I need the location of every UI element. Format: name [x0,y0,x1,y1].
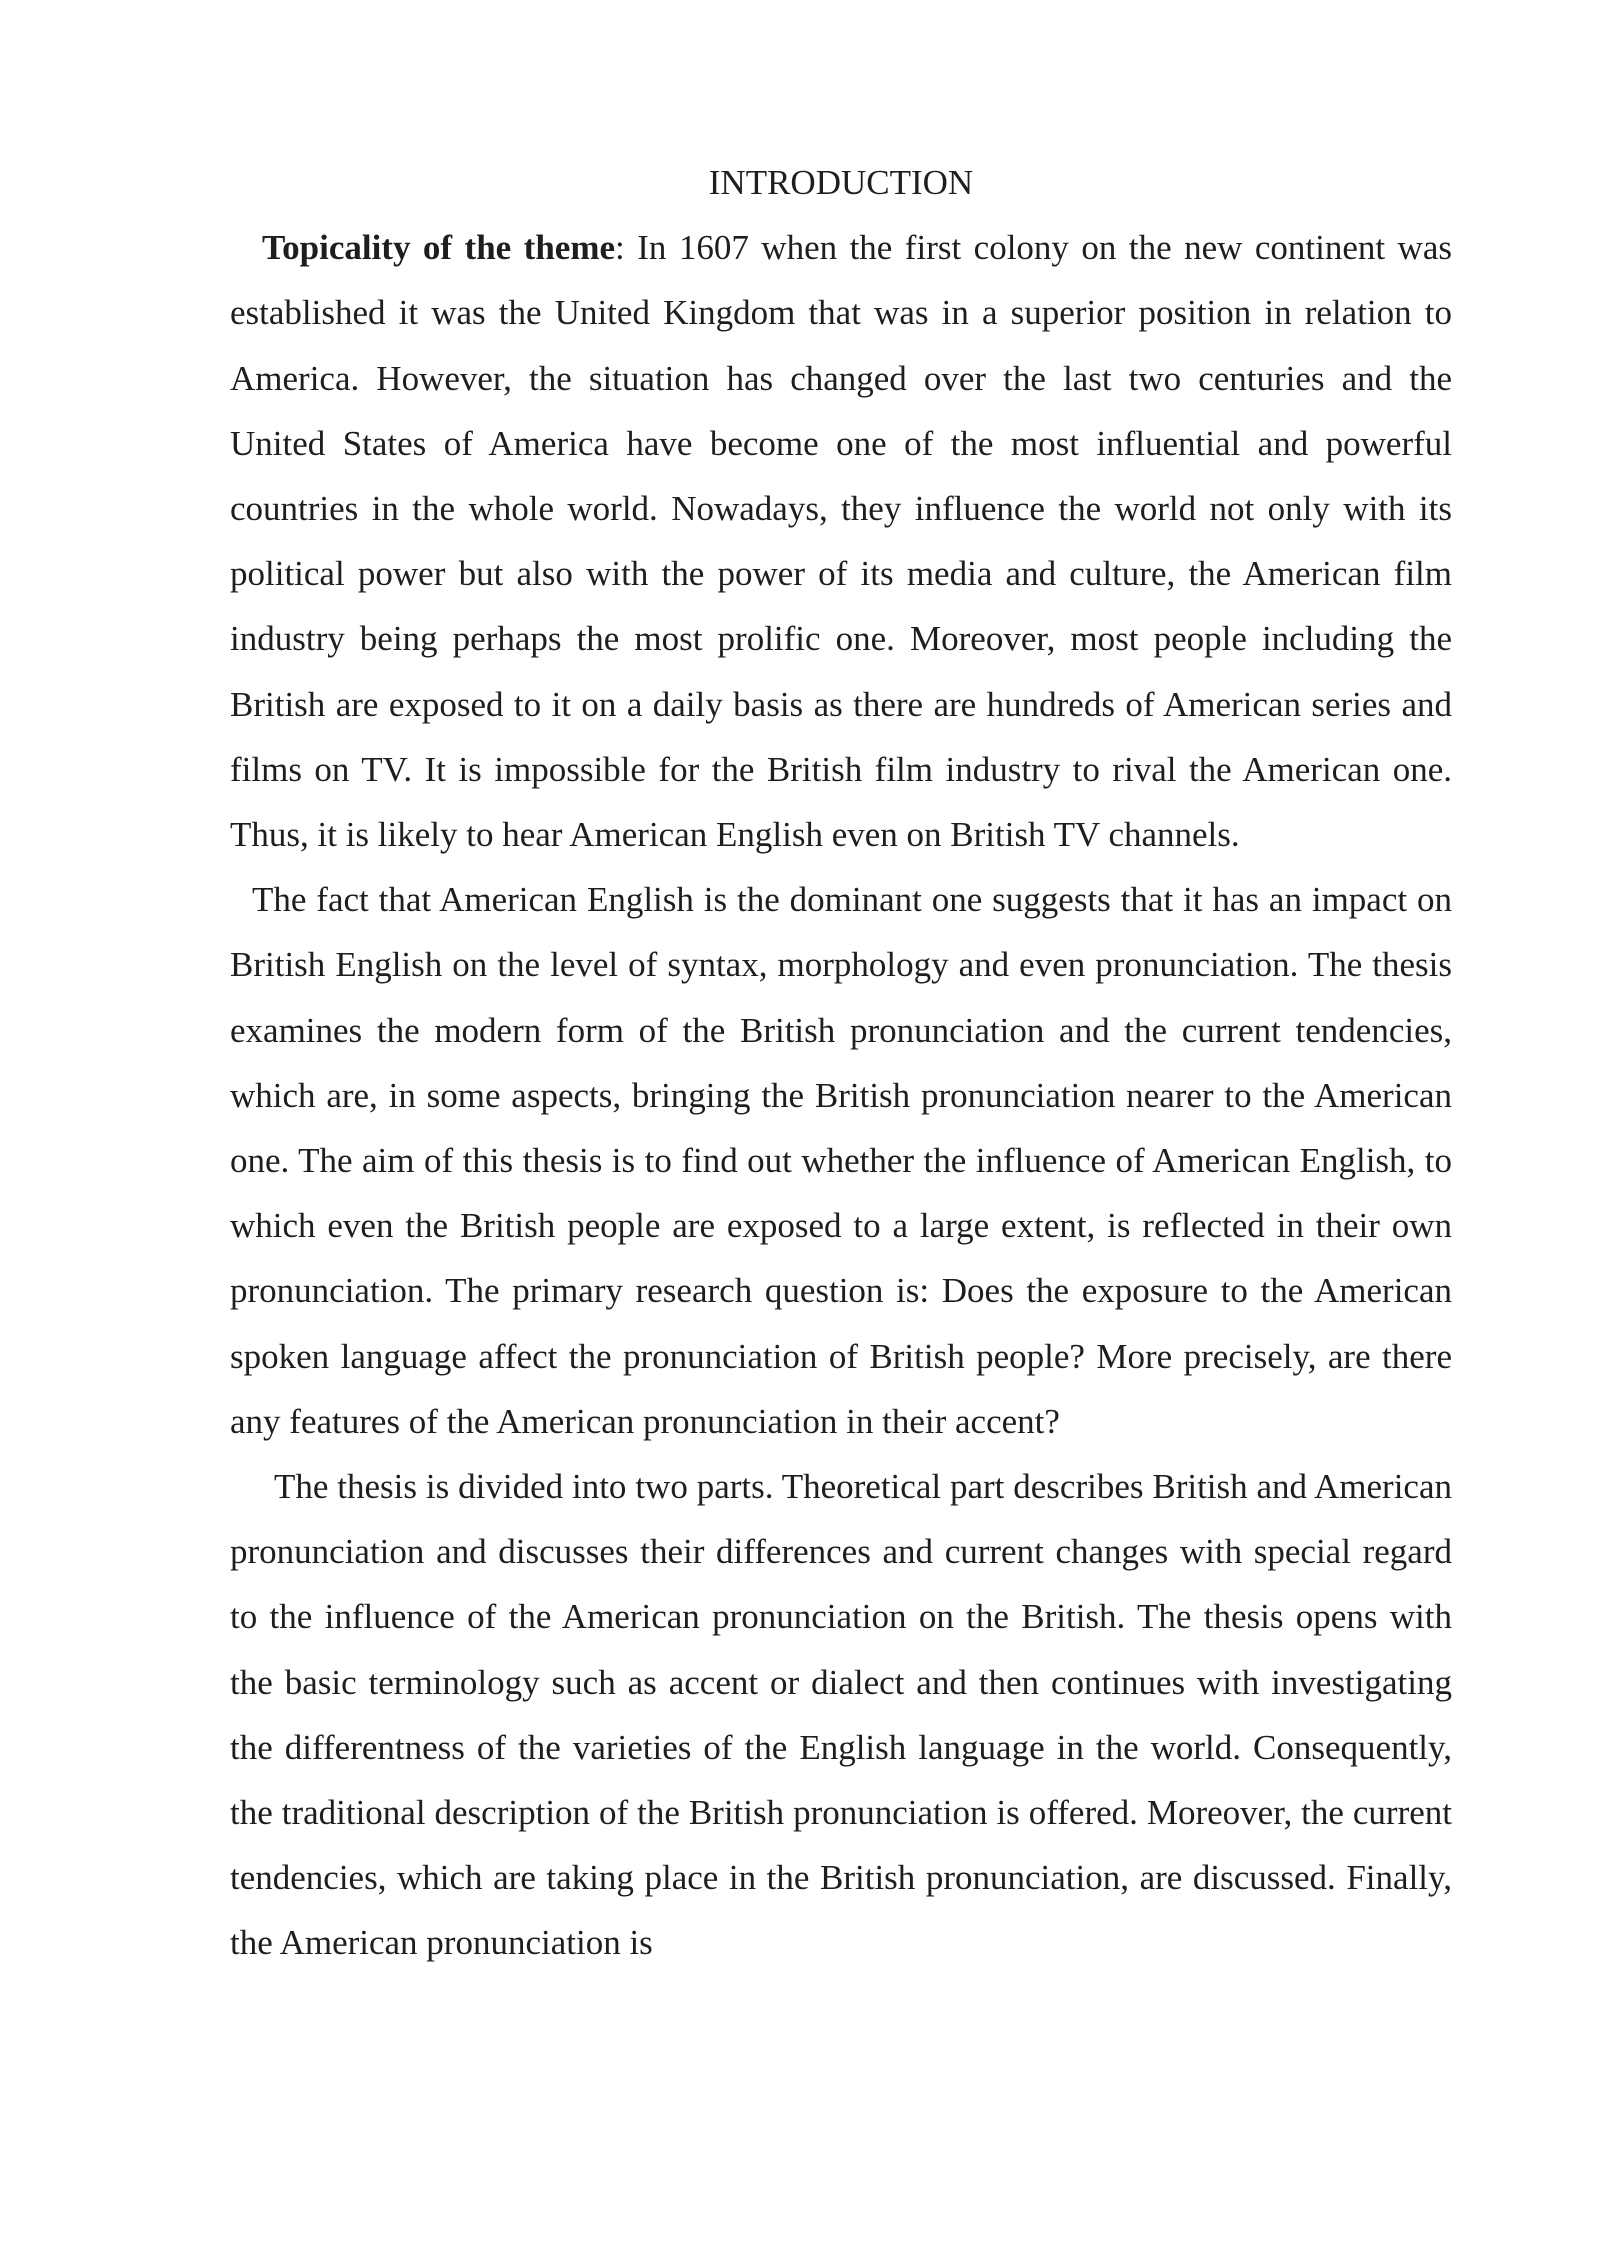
paragraph-text: The thesis is divided into two parts. Theoretical part describes British and American pronunciation and discusses their differences and current changes with special regard to the influence of the American pronunciation on the British. The thesis opens with the basic terminology such as accent or dialect and then continues with investigating the differentness of the varieties of the English language in the world. Consequently, the traditional description of the British pronunciation is offered. Moreover, the current tendencies, which are taking place in the British pronunciation, are discussed. Finally, the American pronunciation is [230,1467,1452,1963]
paragraph-aim [230,867,1452,1454]
paragraph-lead-suffix: : [615,228,638,268]
paragraph-text: In 1607 when the first colony on the new continent was established it was the United Kingdom that was in a superior position in relation to America. However, the situation has changed over the last two centuries and the United States of America have become one of the most influential and powerful countries in the whole world. Nowadays, they influence the world not only with its political power but also with the power of its media and culture, the American film industry being perhaps the most prolific one. Moreover, most people including the British are exposed to it on a daily basis as there are hundreds of American series and films on TV. It is impossible for the British film industry to rival the American one. Thus, it is likely to hear American English even on British TV channels. [230,228,1452,855]
paragraph-lead: Topicality of the theme [262,228,616,268]
paragraph-structure [230,1454,1452,1976]
document-page [230,150,1452,1976]
paragraph-text: The fact that American English is the dominant one suggests that it has an impact on British English on the level of syntax, morphology and even pronunciation. The thesis examines the modern form of the British pronunciation and the current tendencies, which are, in some aspects, bringing the British pronunciation nearer to the American one. The aim of this thesis is to find out whether the influence of American English, to which even the British people are exposed to a large extent, is reflected in their own pronunciation. The primary research question is: Does the exposure to the American spoken language affect the pronunciation of British people? More precisely, are there any features of the American pronunciation in their accent? [230,880,1452,1441]
paragraph-topicality [230,215,1452,867]
section-heading: INTRODUCTION [708,163,974,202]
